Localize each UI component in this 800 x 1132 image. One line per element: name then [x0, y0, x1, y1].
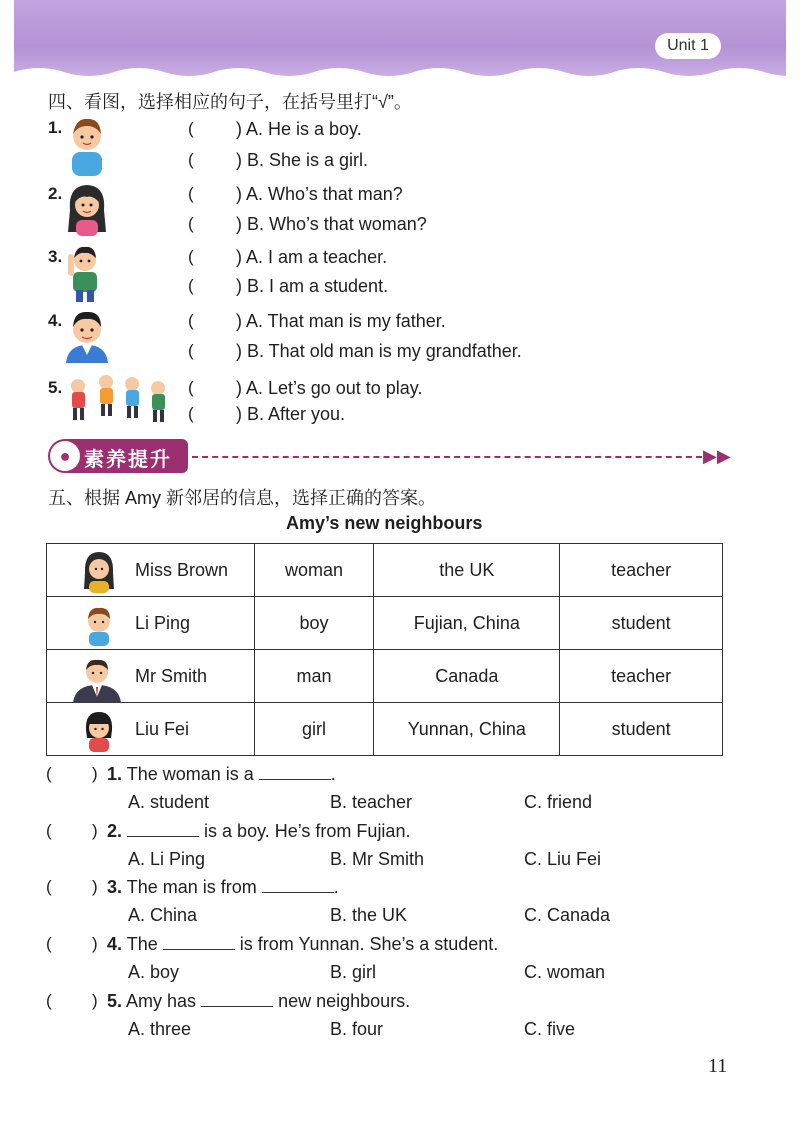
dashed-divider [192, 456, 702, 458]
mc-q4-paren-open: ( [46, 934, 52, 953]
job-cell: student [560, 597, 723, 650]
mc-q4-option-a[interactable]: A. boy [128, 962, 180, 982]
answer-blank[interactable] [163, 948, 235, 950]
neighbours-table [46, 543, 723, 756]
type-cell: man [254, 650, 374, 703]
unit-badge: Unit 1 [655, 33, 721, 59]
mc-q3-text [107, 877, 339, 898]
s4-q3-option-a[interactable]: ) A. I am a teacher. [236, 247, 388, 267]
section4-title: 四、看图，选择相应的句子，在括号里打“√”。 [48, 92, 412, 112]
mc-q5-option-a[interactable]: A. three [128, 1019, 192, 1039]
s4-q4-number: 4. [48, 311, 63, 330]
table-row [47, 703, 723, 756]
s4-q2-paren-b-open: ( [188, 214, 194, 233]
mc-q4-number: 4. [107, 934, 123, 954]
mc-q3-paren-open: ( [46, 877, 52, 896]
mc-q1-post: . [330, 764, 336, 784]
mc-q2-paren-close: ) [92, 821, 98, 840]
mc-q2-text [107, 821, 410, 842]
mc-q5-number: 5. [107, 991, 123, 1011]
s4-q3-number: 3. [48, 247, 63, 266]
s4-q2-option-a[interactable]: ) A. Who’s that man? [236, 184, 403, 204]
double-arrow-icon: ▶▶ [703, 446, 731, 466]
banner-label: 素养提升 [84, 449, 172, 471]
answer-blank[interactable] [201, 1005, 273, 1007]
girl-avatar [81, 708, 117, 752]
neighbour-name: Mr Smith [135, 666, 207, 686]
mc-q5-text [107, 991, 410, 1012]
mc-q1-pre: The woman is a [126, 764, 254, 784]
s4-q1-number: 1. [48, 118, 63, 137]
name-cell [47, 650, 255, 703]
mc-q3-paren-close: ) [92, 877, 98, 896]
mc-q1-text [107, 764, 336, 785]
s4-q4-option-a[interactable]: ) A. That man is my father. [236, 311, 446, 331]
mc-q4-pre: The [126, 934, 158, 954]
s4-q3-paren-a-open: ( [188, 247, 194, 266]
table-row [47, 650, 723, 703]
s4-q5-paren-a-open: ( [188, 378, 194, 397]
mc-q1-option-a[interactable]: A. student [128, 792, 210, 812]
s4-q5-option-b[interactable]: ) B. After you. [236, 404, 346, 424]
mc-q2-option-c[interactable]: C. Liu Fei [524, 849, 602, 869]
type-cell: woman [254, 544, 374, 597]
mc-q5-paren-close: ) [92, 991, 98, 1010]
name-cell [47, 544, 255, 597]
mc-q4-option-c[interactable]: C. woman [524, 962, 606, 982]
man-avatar [71, 655, 123, 703]
mc-q5-post: new neighbours. [278, 991, 411, 1011]
s4-q1-paren-a-open: ( [188, 119, 194, 138]
s4-q3-option-b[interactable]: ) B. I am a student. [236, 276, 389, 296]
mc-q1-paren-open: ( [46, 764, 52, 783]
page-number: 11 [708, 1055, 728, 1077]
mc-q3-option-c[interactable]: C. Canada [524, 905, 611, 925]
s4-q2-number: 2. [48, 184, 63, 203]
student-picture [64, 240, 104, 302]
wave-edge [14, 64, 786, 80]
name-cell [47, 703, 255, 756]
job-cell: teacher [560, 650, 723, 703]
boy-picture [66, 114, 108, 176]
job-cell: student [560, 703, 723, 756]
type-cell: girl [254, 703, 374, 756]
from-cell: Canada [374, 650, 560, 703]
mc-q4-paren-close: ) [92, 934, 98, 953]
mc-q2-paren-open: ( [46, 821, 52, 840]
type-cell: boy [254, 597, 374, 650]
table-row [47, 597, 723, 650]
s4-q5-option-a[interactable]: ) A. Let’s go out to play. [236, 378, 423, 398]
mc-q2-post: is a boy. He’s from Fujian. [204, 821, 411, 841]
mc-q3-option-b[interactable]: B. the UK [330, 905, 408, 925]
name-cell [47, 597, 255, 650]
woman-avatar [81, 549, 117, 593]
s4-q1-option-b[interactable]: ) B. She is a girl. [236, 150, 369, 170]
table-row [47, 544, 723, 597]
s4-q5-number: 5. [48, 378, 63, 397]
job-cell: teacher [560, 544, 723, 597]
mc-q5-option-c[interactable]: C. five [524, 1019, 576, 1039]
s4-q4-paren-a-open: ( [188, 311, 194, 330]
neighbour-name: Miss Brown [135, 560, 229, 580]
s4-q1-paren-b-open: ( [188, 150, 194, 169]
mc-q2-option-a[interactable]: A. Li Ping [128, 849, 206, 869]
s4-q5-paren-b-open: ( [188, 404, 194, 423]
neighbour-name: Li Ping [135, 613, 191, 633]
mc-q3-number: 3. [107, 877, 123, 897]
mc-q3-post: . [333, 877, 339, 897]
lightbulb-icon: ● [50, 441, 80, 471]
mc-q4-option-b[interactable]: B. girl [330, 962, 377, 982]
neighbour-name: Liu Fei [135, 719, 190, 739]
mc-q1-number: 1. [107, 764, 123, 784]
mc-q1-option-c[interactable]: C. friend [524, 792, 593, 812]
mc-q5-paren-open: ( [46, 991, 52, 1010]
s4-q3-paren-b-open: ( [188, 276, 194, 295]
mc-q2-number: 2. [107, 821, 123, 841]
mc-q4-post: is from Yunnan. She’s a student. [239, 934, 499, 954]
s4-q2-option-b[interactable]: ) B. Who’s that woman? [236, 214, 427, 234]
s4-q4-option-b[interactable]: ) B. That old man is my grandfather. [236, 341, 522, 361]
mc-q4-text [107, 934, 498, 955]
mc-q5-pre: Amy has [126, 991, 197, 1011]
mc-q3-option-a[interactable]: A. China [128, 905, 198, 925]
section5-title: 五、根据 Amy 新邻居的信息，选择正确的答案。 [48, 488, 436, 508]
woman-picture [64, 180, 110, 236]
mc-q1-paren-close: ) [92, 764, 98, 783]
answer-blank[interactable] [259, 778, 331, 780]
from-cell: Fujian, China [374, 597, 560, 650]
mc-q5-option-b[interactable]: B. four [330, 1019, 384, 1039]
mc-q1-option-b[interactable]: B. teacher [330, 792, 413, 812]
man-picture [64, 305, 110, 363]
boy-avatar [81, 602, 117, 646]
s4-q1-option-a[interactable]: ) A. He is a boy. [236, 119, 362, 139]
s4-q2-paren-a-open: ( [188, 184, 194, 203]
from-cell: Yunnan, China [374, 703, 560, 756]
answer-blank[interactable] [262, 891, 334, 893]
s4-q4-paren-b-open: ( [188, 341, 194, 360]
from-cell: the UK [374, 544, 560, 597]
kids-playing-picture [64, 372, 176, 424]
table-title: Amy’s new neighbours [286, 513, 483, 533]
answer-blank[interactable] [127, 835, 199, 837]
mc-q3-pre: The man is from [126, 877, 257, 897]
mc-q2-option-b[interactable]: B. Mr Smith [330, 849, 425, 869]
